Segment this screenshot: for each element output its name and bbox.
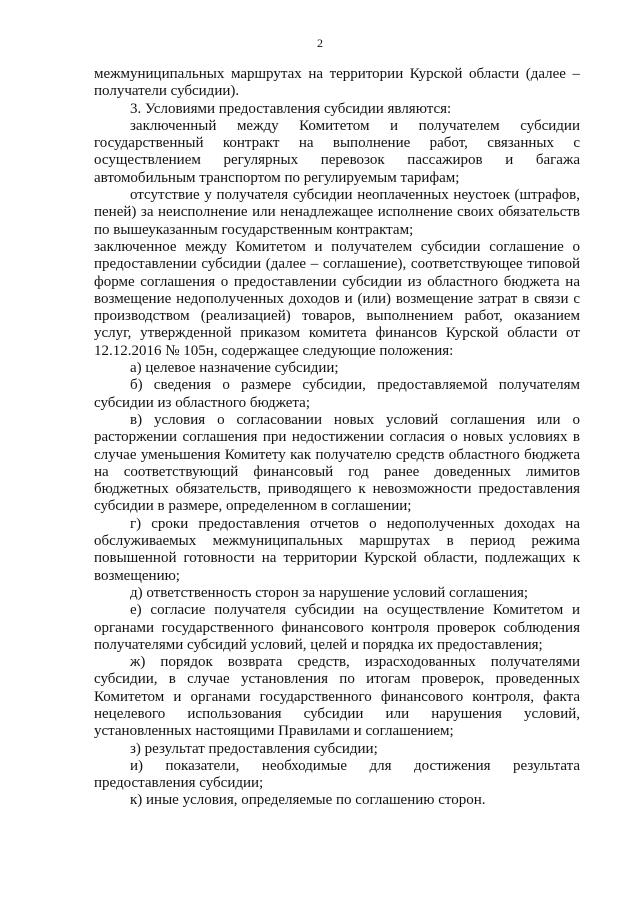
- document-body: [94, 66, 580, 810]
- paragraph-agreement: заключенное между Комитетом и получателем субсидии соглашение о предоставлении субсидии (далее – соглашение), соответствующее типовой форме соглашения о предоставлении субсидии из областного бюджета на возмещение недополученных доходов и (или) возмещение затрат в связи с производством (реализацией) товаров, выполнением работ, оказанием услуг, утвержденной приказом комитета финансов Курской области от 12.12.2016 № 105н, содержащее следующие положения:: [94, 238, 580, 359]
- list-item-g: г) сроки предоставления отчетов о недополученных доходах на обслуживаемых межмуниципальных маршрутах в период режима повышенной готовности на территории Курской области, подлежащих к возмещению;: [94, 515, 580, 584]
- paragraph-continuation: межмуниципальных маршрутах на территории Курской области (далее – получатели субсидии).: [94, 66, 580, 100]
- list-item-z: з) результат предоставления субсидии;: [130, 740, 378, 757]
- list-item-e: е) согласие получателя субсидии на осуществление Комитетом и органами государственного финансового контроля проверок соблюдения получателями субсидий условий, целей и порядка их предоставления;: [94, 602, 580, 653]
- paragraph-conditions-heading: 3. Условиями предоставления субсидии являются:: [130, 100, 452, 117]
- list-item-d: д) ответственность сторон за нарушение условий соглашения;: [130, 584, 529, 601]
- list-item-v: в) условия о согласовании новых условий соглашения или о расторжении соглашения при недостижении согласия о новых условиях в случае уменьшения Комитету как получателю средств областного бюджета на соответствующий финансовый год ранее доведенных лимитов бюджетных обязательств, приводящего к невозможности предоставления субсидии в размере, определенном в соглашении;: [94, 411, 580, 515]
- list-item-k: к) иные условия, определяемые по соглашению сторон.: [130, 792, 486, 809]
- page-number: 2: [317, 36, 323, 50]
- list-item-a: а) целевое назначение субсидии;: [130, 360, 339, 377]
- list-item-zh: ж) порядок возврата средств, израсходованных получателями субсидии, в случае установления по итогам проверок, проведенных Комитетом и органами государственного финансового контроля, факта нецелевого использования субсидии или нарушения условий, установленных настоящими Правилами и соглашением;: [94, 654, 580, 740]
- paragraph-no-penalties: отсутствие у получателя субсидии неоплаченных неустоек (штрафов, пеней) за неисполнение или ненадлежащее исполнение своих обязательств по вышеуказанным государственным контрактам;: [94, 187, 580, 238]
- paragraph-state-contract: заключенный между Комитетом и получателем субсидии государственный контракт на выполнение работ, связанных с осуществлением регулярных перевозок пассажиров и багажа автомобильным транспортом по регулируемым тарифам;: [94, 117, 580, 186]
- list-item-b: б) сведения о размере субсидии, предоставляемой получателям субсидии из областного бюджета;: [94, 377, 580, 411]
- list-item-i: и) показатели, необходимые для достижения результата предоставления субсидии;: [94, 757, 580, 792]
